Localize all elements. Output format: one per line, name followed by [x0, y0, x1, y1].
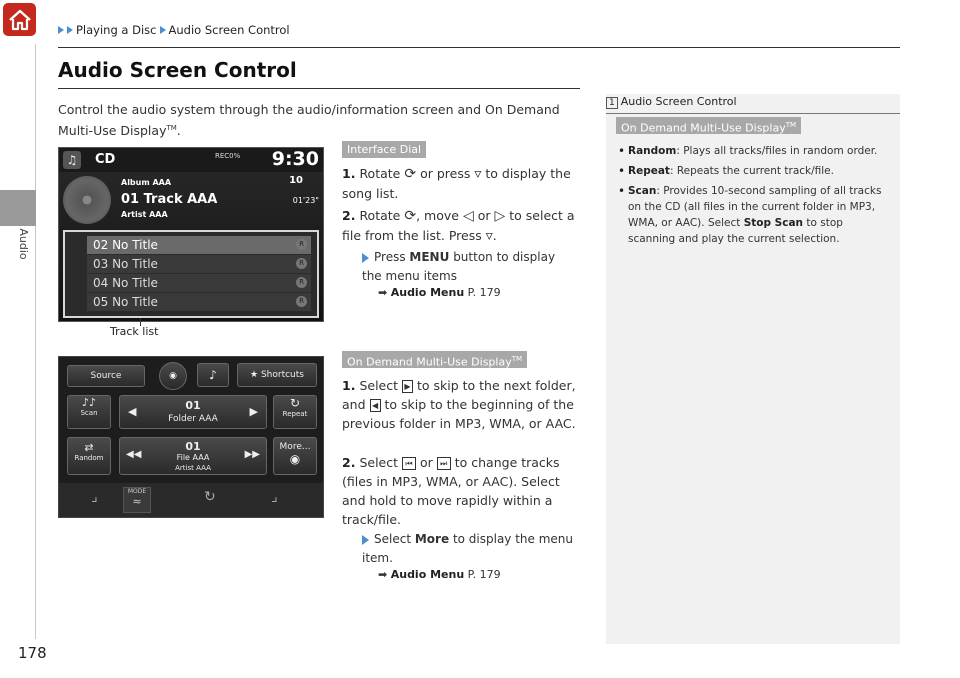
bullet-arrow-icon	[362, 535, 369, 545]
section-label-multi-use-display: On Demand Multi-Use Display™	[342, 351, 527, 368]
interface-dial-press-icon: ▿	[485, 228, 493, 244]
home-icon	[8, 9, 32, 31]
folder-name: Folder AAA	[168, 414, 218, 424]
breadcrumb-item[interactable]: Playing a Disc	[76, 23, 157, 37]
repeat-badge-icon: R	[296, 296, 307, 307]
section-tab-marker	[0, 190, 36, 226]
step-2-track: 2. Select ⏮ or ⏭ to change tracks (files in MP3, WMA, or AAC). Select and hold to move rapidly within a track/file.	[342, 455, 560, 527]
seat-heater-icon: ⌟	[271, 489, 278, 505]
folder-number: 01	[185, 399, 201, 412]
track-list	[63, 230, 319, 318]
music-note-icon: ♫	[63, 151, 81, 169]
list-item: • Repeat: Repeats the current track/file.	[616, 163, 892, 179]
file-name: File AAA	[176, 453, 210, 462]
list-item: • Random: Plays all tracks/files in random order.	[616, 143, 892, 159]
folder-control	[119, 395, 267, 429]
more-button: More... ◉	[273, 437, 317, 475]
audio-menu-link[interactable]: ➡ Audio Menu P. 179	[378, 286, 501, 299]
skip-back-icon: ◀◀	[126, 449, 142, 460]
breadcrumb-arrow-icon	[67, 26, 73, 34]
interface-dial-rotate-icon: ⟳	[404, 208, 417, 224]
shuffle-icon: ⇄	[84, 441, 94, 454]
next-folder-icon: ▶	[402, 380, 413, 393]
page-title: Audio Screen Control	[58, 58, 297, 82]
skip-forward-icon: ▶▶	[244, 449, 260, 460]
volume-level: 10	[289, 175, 303, 186]
sidebar-header: 1 Audio Screen Control	[606, 95, 737, 108]
scan-icon: ♪♪	[81, 396, 97, 409]
intro-paragraph: Control the audio system through the audio/information screen and On Demand Multi-Use Display™.	[58, 102, 560, 139]
interface-dial-rotate-icon: ⟳	[404, 166, 417, 182]
music-note-icon: ♪	[197, 363, 229, 387]
section-tab-label: Audio	[17, 228, 30, 260]
track-list-item: 02 No Title R	[87, 236, 311, 254]
note-marker-icon: 1	[606, 97, 618, 109]
breadcrumb-item[interactable]: Audio Screen Control	[168, 23, 290, 37]
track-list-item: 04 No Title R	[87, 274, 311, 292]
repeat-button: ↻ Repeat	[273, 395, 317, 429]
breadcrumb-arrow-icon	[58, 26, 64, 34]
file-artist: Artist AAA	[175, 464, 211, 472]
breadcrumb-arrow-icon	[160, 26, 166, 34]
title-rule	[58, 88, 580, 89]
repeat-badge-icon: R	[296, 258, 307, 269]
list-item: • Scan: Provides 10-second sampling of all tracks on the CD (all files in the current folder in MP3, WMA, or AAC). Select Stop Scan to stop scanning and play the current selection.	[616, 183, 892, 247]
audio-menu-link[interactable]: ➡ Audio Menu P. 179	[378, 568, 501, 581]
skip-forward-icon: ⏭	[437, 457, 451, 470]
multi-use-display-image	[58, 356, 324, 518]
rec-indicator: REC0%	[215, 152, 241, 160]
breadcrumb	[58, 23, 290, 37]
scan-button: ♪♪ Scan	[67, 395, 111, 429]
sidebar-rule	[606, 113, 900, 114]
interface-dial-press-icon: ▿	[474, 166, 482, 182]
artist-name: Artist AAA	[121, 210, 168, 219]
track-name: 01 Track AAA	[121, 192, 218, 207]
dial-move-left-icon: ◁	[462, 208, 474, 224]
recirculation-icon: ↻	[204, 489, 216, 505]
next-folder-icon: ▶	[249, 405, 258, 418]
step-2-dial: 2. Rotate ⟳, move ◁ or ▷ to select a file from the list. Press ▿.	[342, 208, 575, 244]
repeat-badge-icon: R	[296, 239, 307, 250]
sidebar-label-multi-use-display: On Demand Multi-Use Display™	[616, 117, 801, 134]
prev-folder-icon: ◀	[128, 405, 137, 418]
disc-icon	[63, 176, 111, 224]
random-button: ⇄ Random	[67, 437, 111, 475]
track-list-item: 03 No Title R	[87, 255, 311, 273]
sidebar-list	[616, 143, 892, 251]
climate-strip	[59, 483, 323, 517]
cross-reference-icon: ➡	[378, 286, 388, 299]
prev-folder-icon: ◀	[370, 399, 381, 412]
skip-back-icon: ⏮	[402, 457, 416, 470]
header-rule	[58, 47, 900, 48]
file-number: 01	[185, 440, 201, 453]
home-button[interactable]	[3, 3, 36, 36]
more-tip: Select More to display the menu item.	[362, 532, 574, 565]
album-name: Album AAA	[121, 178, 172, 187]
track-list-item: 05 No Title R	[87, 293, 311, 311]
elapsed-time: 01'23"	[292, 196, 319, 205]
clock: 9:30	[271, 148, 319, 170]
track-list-callout: Track list	[110, 325, 159, 338]
step-1-folder: 1. Select ▶ to skip to the next folder, and ◀ to skip to the beginning of the previous folder in MP3, WMA, or AAC.	[342, 378, 576, 431]
seat-heater-icon: ⌟	[91, 489, 98, 505]
section-tab[interactable]	[3, 228, 33, 312]
source-button: Source	[67, 365, 145, 387]
bullet-arrow-icon	[362, 253, 369, 263]
cross-reference-icon: ➡	[378, 568, 388, 581]
disc-button: ◉	[159, 362, 187, 390]
audio-screen-image	[58, 147, 324, 322]
page-number: 178	[18, 644, 47, 662]
knob-icon: ◉	[289, 452, 301, 466]
mode-button: MODE ≈	[123, 487, 151, 513]
shortcuts-button: ★ Shortcuts	[237, 363, 317, 387]
source-label: CD	[95, 152, 116, 167]
repeat-icon: ↻	[289, 396, 301, 410]
track-control	[119, 437, 267, 475]
menu-tip: Press MENU button to display the menu items	[362, 250, 556, 283]
dial-move-right-icon: ▷	[494, 208, 506, 224]
repeat-badge-icon: R	[296, 277, 307, 288]
step-1-dial: 1. Rotate ⟳ or press ▿ to display the song list.	[342, 166, 571, 201]
rail-divider	[35, 44, 36, 639]
section-label-interface-dial: Interface Dial	[342, 141, 426, 158]
